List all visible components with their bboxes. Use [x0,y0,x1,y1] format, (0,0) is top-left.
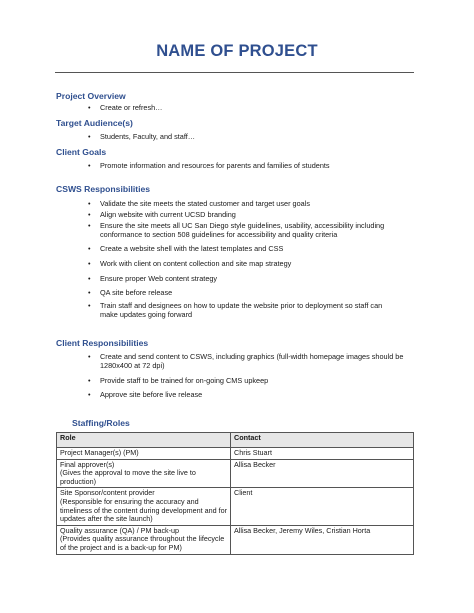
column-header-role: Role [57,433,231,448]
role-cell [57,488,231,525]
table-row [57,459,414,488]
contact-cell: Chris Stuart [231,448,414,460]
list-item: • Align website with current UCSD branding [88,210,236,219]
heading-client-responsibilities: Client Responsibilities [56,338,149,348]
bullet-icon: • [88,210,91,219]
heading-project-overview: Project Overview [56,91,126,101]
bullet-icon: • [88,352,91,361]
role-title: Site Sponsor/content provider [60,488,155,498]
column-header-contact: Contact [231,433,414,448]
bullet-icon: • [88,288,91,297]
table-row [57,488,414,525]
list-item: • Create or refresh… [88,103,163,112]
role-cell [57,448,231,460]
role-cell [57,525,231,554]
heading-staffing-roles: Staffing/Roles [72,418,130,428]
role-title: Final approver(s) [60,459,115,469]
table-header-row [57,433,414,448]
list-item: • Ensure the site meets all UC San Diego style guidelines, usability, accessibility including conformance to section 508 guidelines for accessibility and quality criteria [88,221,385,239]
bullet-icon: • [88,301,91,310]
role-title: Project Manager(s) (PM) [60,448,139,457]
heading-client-goals: Client Goals [56,147,107,157]
contact-cell: Allisa Becker, Jeremy Wiles, Cristian Horta [231,525,414,554]
list-item: • Approve site before live release [88,390,203,399]
list-item: • Create and send content to CSWS, including graphics (full-width homepage images should be 1280x400 at 72 dpi) [88,352,404,370]
role-title: Quality assurance (QA) / PM back-up [60,525,180,535]
list-item: • Ensure proper Web content strategy [88,274,218,283]
list-item: • Train staff and designees on how to update the website prior to deployment so staff can make updates going forward [88,301,383,319]
table-row [57,448,414,460]
list-item: • Students, Faculty, and staff… [88,132,196,141]
list-item: • Create a website shell with the latest templates and CSS [88,244,284,253]
list-item: • QA site before release [88,288,173,297]
table-row [57,525,414,554]
bullet-icon: • [88,259,91,268]
staffing-roles-table [56,432,414,555]
bullet-icon: • [88,221,91,230]
bullet-icon: • [88,274,91,283]
bullet-icon: • [88,376,91,385]
list-item: • Promote information and resources for parents and families of students [88,161,330,170]
bullet-icon: • [88,161,91,170]
contact-cell: Allisa Becker [231,459,414,488]
bullet-icon: • [88,103,91,112]
bullet-icon: • [88,199,91,208]
page-title: NAME OF PROJECT [156,42,318,60]
bullet-icon: • [88,244,91,253]
bullet-icon: • [88,390,91,399]
role-note: (Responsible for ensuring the accuracy and timeliness of the content during development and for updates after the site launch) [60,496,228,524]
list-item: • Validate the site meets the stated customer and target user goals [88,199,310,208]
role-cell [57,459,231,488]
contact-cell: Client [231,488,414,525]
role-note: (Provides quality assurance throughout the lifecycle of the project and is a back-up for PM) [60,534,225,552]
role-note: (Gives the approval to move the site live to production) [60,468,196,486]
heading-target-audience: Target Audience(s) [56,118,133,128]
list-item: • Provide staff to be trained for on-going CMS upkeep [88,376,269,385]
list-item: • Work with client on content collection and site map strategy [88,259,292,268]
heading-csws-responsibilities: CSWS Responsibilities [56,184,151,194]
title-divider [55,72,414,73]
bullet-icon: • [88,132,91,141]
